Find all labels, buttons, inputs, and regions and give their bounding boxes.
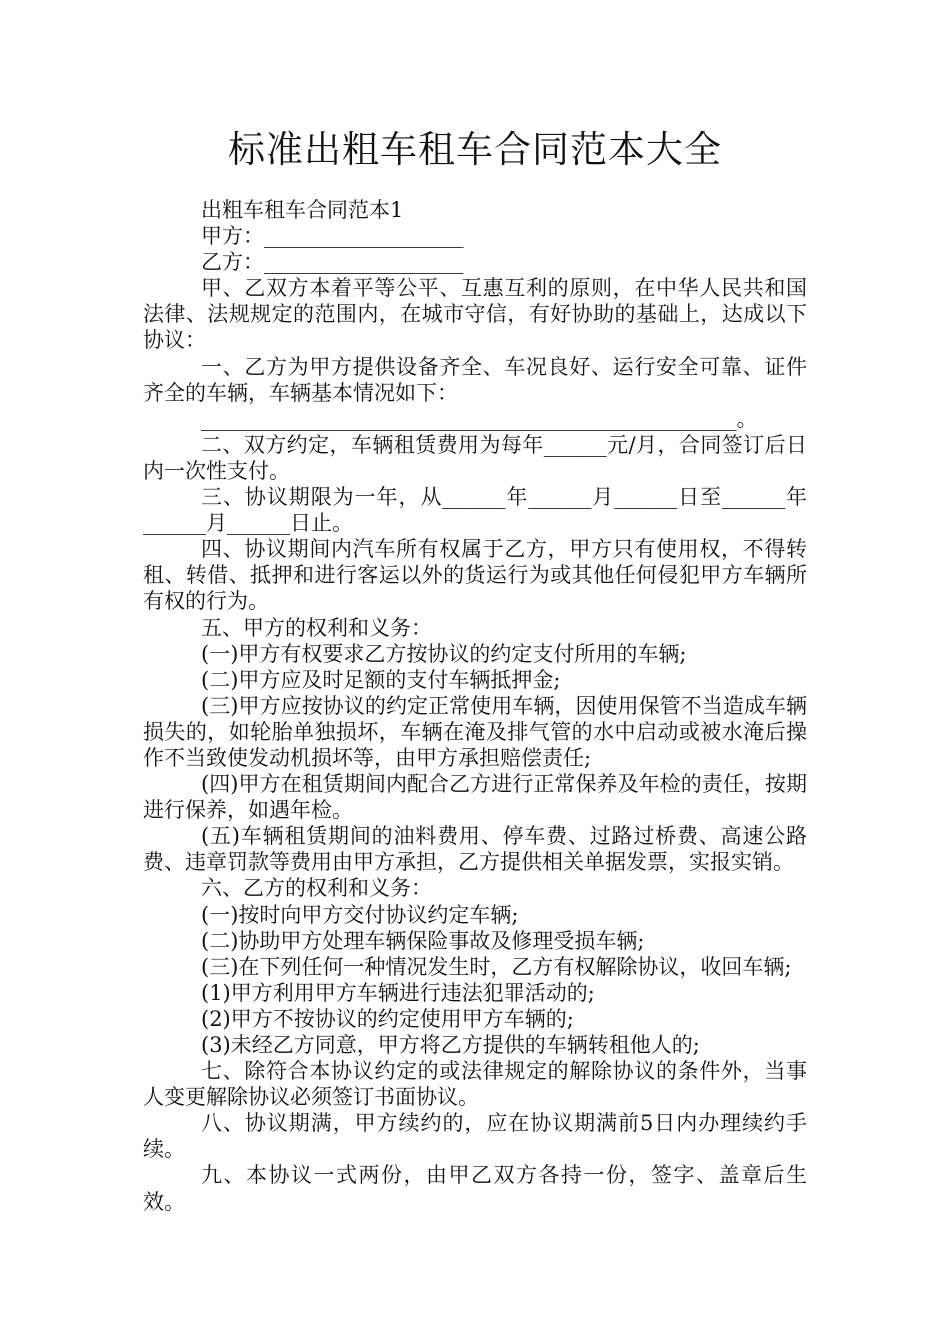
clause-5-item-5: (五)车辆租赁期间的油料费用、停车费、过路过桥费、高速公路费、违章罚款等费用由甲方承担，乙方提供相关单据发票，实报实销。 [143,824,807,875]
clause-6-item-2: (二)协助甲方处理车辆保险事故及修理受损车辆; [201,928,645,953]
clause-7: 七、除符合本协议约定的或法律规定的解除协议的条件外，当事人变更解除协议必须签订书面协议。 [143,1059,807,1110]
clause-9: 九、本协议一式两份，由甲乙双方各持一份，签字、盖章后生效。 [143,1163,807,1214]
contract-heading: 出粗车租车合同范本1 [201,198,404,222]
clause-5-heading: 五、甲方的权利和义务： [201,615,432,640]
clause-6-sub-2: (2)甲方不按协议的约定使用甲方车辆的; [201,1006,574,1031]
clause-3: 三、协议期限为一年，从______年______月______日至______年______月______日止。 [143,485,807,536]
clause-8: 八、协议期满，甲方续约的，应在协议期满前5日内办理续约手续。 [143,1111,807,1162]
clause-6-heading: 六、乙方的权利和义务： [201,876,432,901]
clause-6-sub-3: (3)未经乙方同意，甲方将乙方提供的车辆转租他人的; [201,1033,700,1057]
party-b-line: 乙方：___________________ [201,250,464,275]
clause-5-item-2: (二)甲方应及时足额的支付车辆抵押金; [201,667,561,692]
clause-6-sub-1: (1)甲方利用甲方车辆进行违法犯罪活动的; [201,980,595,1005]
party-a-line: 甲方：___________________ [201,224,464,249]
clause-6-item-3: (三)在下列任何一种情况发生时，乙方有权解除协议，收回车辆; [201,954,792,979]
clause-4: 四、协议期间内汽车所有权属于乙方，甲方只有使用权，不得转租、转借、抵押和进行客运以外的货运行为或其他任何侵犯甲方车辆所有权的行为。 [143,537,807,614]
preamble-paragraph: 甲、乙双方本着平等公平、互惠互利的原则，在中华人民共和国法律、法规规定的范围内，在城市守信，有好协助的基础上，达成以下协议： [143,276,807,353]
document-body [143,197,807,1215]
document-title: 标准出粗车租车合同范本大全 [228,128,722,171]
vehicle-info-blank: ___________________________________________________。 [201,406,758,431]
clause-5-item-3: (三)甲方应按协议的约定正常使用车辆，因使用保管不当造成车辆损失的，如轮胎单独损坏，车辆在淹及排气管的水中启动或被水淹后操作不当致使发动机损坏等，由甲方承担赔偿责任; [143,693,807,770]
clause-6-item-1: (一)按时向甲方交付协议约定车辆; [201,902,519,927]
clause-2: 二、双方约定，车辆租赁费用为每年______元/月，合同签订后日内一次性支付。 [143,432,807,483]
clause-1: 一、乙方为甲方提供设备齐全、车况良好、运行安全可靠、证件齐全的车辆，车辆基本情况如下： [143,354,807,405]
clause-5-item-4: (四)甲方在租赁期间内配合乙方进行正常保养及年检的责任，按期进行保养，如遇年检。 [143,772,807,823]
clause-5-item-1: (一)甲方有权要求乙方按协议的约定支付所用的车辆; [201,641,687,666]
